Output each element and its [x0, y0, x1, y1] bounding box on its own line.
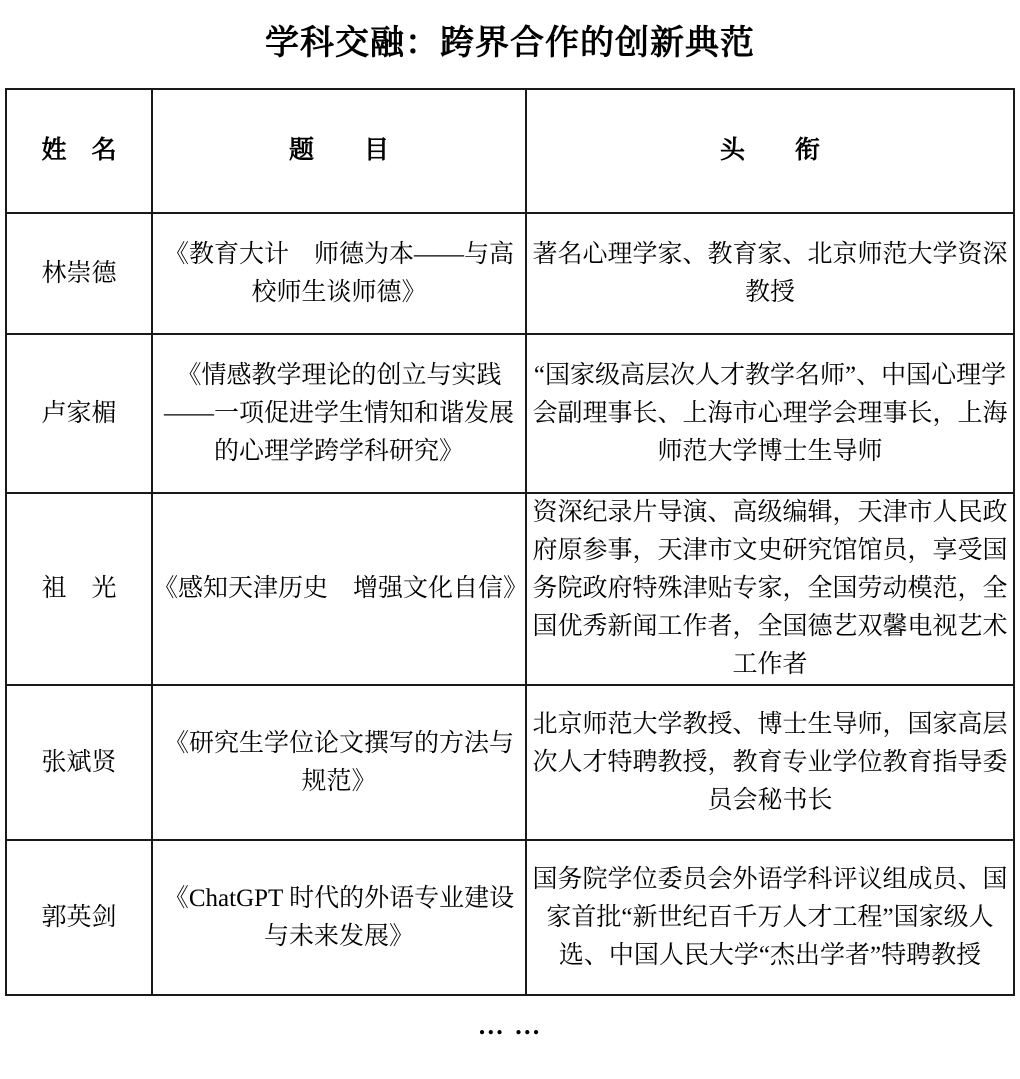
table-row [6, 493, 1014, 685]
position-cell: 资深纪录片导演、高级编辑，天津市人民政府原参事，天津市文史研究馆馆员，享受国务院政府特殊津贴专家，全国劳动模范，全国优秀新闻工作者，全国德艺双馨电视艺术工作者 [526, 493, 1014, 685]
topic-cell: 《ChatGPT 时代的外语专业建设与未来发展》 [152, 840, 526, 995]
position-cell: 著名心理学家、教育家、北京师范大学资深教授 [526, 213, 1014, 334]
name-cell: 卢家楣 [6, 334, 152, 493]
table-row [6, 334, 1014, 493]
position-cell: “国家级高层次人才教学名师”、中国心理学会副理事长、上海市心理学会理事长，上海师范大学博士生导师 [526, 334, 1014, 493]
page-title: 学科交融：跨界合作的创新典范 [265, 25, 755, 62]
topic-cell: 《情感教学理论的创立与实践——一项促进学生情知和谐发展的心理学跨学科研究》 [152, 334, 526, 493]
table-row [6, 685, 1014, 840]
continuation-ellipsis: … … [477, 1011, 543, 1040]
position-cell: 国务院学位委员会外语学科评议组成员、国家首批“新世纪百千万人才工程”国家级人选、中国人民大学“杰出学者”特聘教授 [526, 840, 1014, 995]
table-body [6, 89, 1014, 995]
table-header-row [6, 89, 1014, 213]
name-cell: 祖 光 [6, 493, 152, 685]
header-name: 姓 名 [6, 89, 152, 213]
header-topic: 题 目 [152, 89, 526, 213]
topic-cell: 《感知天津历史 增强文化自信》 [152, 493, 526, 685]
topic-cell: 《教育大计 师德为本——与高校师生谈师德》 [152, 213, 526, 334]
table-row [6, 840, 1014, 995]
position-cell: 北京师范大学教授、博士生导师，国家高层次人才特聘教授，教育专业学位教育指导委员会秘书长 [526, 685, 1014, 840]
name-cell: 林崇德 [6, 213, 152, 334]
header-position: 头 衔 [526, 89, 1014, 213]
name-cell: 张斌贤 [6, 685, 152, 840]
name-cell: 郭英剑 [6, 840, 152, 995]
topic-cell: 《研究生学位论文撰写的方法与规范》 [152, 685, 526, 840]
speaker-table [5, 88, 1015, 996]
table-row [6, 213, 1014, 334]
